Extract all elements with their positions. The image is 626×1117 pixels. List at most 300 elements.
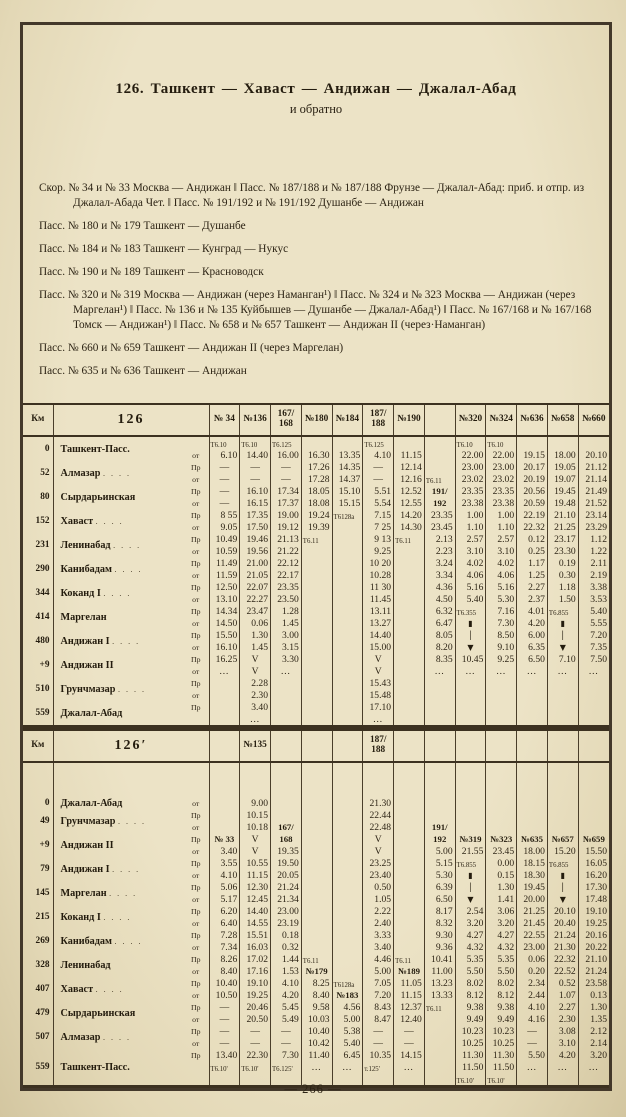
time-cell: 17.10 <box>363 701 394 713</box>
time-cell: 20.50 <box>240 1013 271 1025</box>
time-cell: — <box>363 473 394 485</box>
time-cell <box>424 1037 455 1049</box>
time-cell: — <box>271 1037 302 1049</box>
train-column-header: №636 <box>517 404 548 436</box>
time-cell: 19.12 <box>271 521 302 533</box>
time-cell: 192 <box>424 497 455 509</box>
station-name: Джалал-Абад <box>60 797 123 809</box>
time-cell: 167/ <box>271 821 302 833</box>
time-cell: 20.17 <box>517 461 548 473</box>
time-cell: 18.05 <box>301 485 332 497</box>
time-cell: 20.59 <box>517 497 548 509</box>
time-cell: 1.07 <box>547 989 578 1001</box>
time-cell: 5.35 <box>455 953 486 965</box>
time-cell <box>301 929 332 941</box>
dot-leader: . . . . <box>103 588 132 598</box>
time-cell: 191/ <box>424 821 455 833</box>
route-note-paragraph: Скор. № 34 и № 33 Москва — Андижан ‖ Пасс. № 187/188 и № 187/188 Фрунзе — Джалал-Абад: приб. и отпр. из Джалал-Абада Чет. ‖ Пасс. № 191/192 и № 191/192 Душанбе — Андижан <box>39 182 585 210</box>
time-cell: 13.23 <box>424 977 455 989</box>
time-cell: ▮ <box>547 617 578 629</box>
time-cell: Т6.355 <box>455 605 486 617</box>
time-cell: 192 <box>424 833 455 845</box>
time-cell <box>455 677 486 689</box>
time-cell: 8.35 <box>424 653 455 665</box>
km-cell: +9 <box>23 833 53 857</box>
time-cell: 3.10 <box>547 1037 578 1049</box>
time-cell: 3.00 <box>271 629 302 641</box>
station-row <box>23 605 609 617</box>
time-cell: 14.40 <box>240 449 271 461</box>
time-cell <box>394 845 425 857</box>
time-cell: 10.15 <box>240 809 271 821</box>
time-cell: 10.23 <box>455 1025 486 1037</box>
time-cell: 21.30 <box>547 941 578 953</box>
time-cell <box>547 436 578 449</box>
arrival-departure-label: Пр <box>190 810 201 820</box>
time-cell: Т6.11 <box>301 953 332 965</box>
time-cell <box>394 593 425 605</box>
time-cell: 21.52 <box>578 497 609 509</box>
time-cell: 11 30 <box>363 581 394 593</box>
time-cell: 10.49 <box>209 533 240 545</box>
time-cell: 7.50 <box>578 653 609 665</box>
time-cell <box>332 929 363 941</box>
time-cell: 21.00 <box>240 557 271 569</box>
time-cell <box>394 797 425 809</box>
time-cell <box>394 941 425 953</box>
time-cell: 9.05 <box>209 521 240 533</box>
time-cell: 22.32 <box>517 521 548 533</box>
time-cell <box>332 917 363 929</box>
arrival-departure-label: Пр <box>190 678 201 688</box>
time-cell <box>332 821 363 833</box>
km-cell: 290 <box>23 557 53 581</box>
time-cell <box>301 581 332 593</box>
time-cell <box>301 762 332 797</box>
time-cell <box>517 809 548 821</box>
dot-leader: . . . . <box>117 684 146 694</box>
time-cell: 6.10 <box>209 449 240 461</box>
time-cell <box>271 762 302 797</box>
time-cell <box>517 689 548 701</box>
time-cell: — <box>363 1025 394 1037</box>
arrival-departure-label: от <box>192 942 200 952</box>
time-cell: 20.10 <box>547 905 578 917</box>
time-cell: 21.13 <box>271 533 302 545</box>
time-cell: 16.00 <box>271 449 302 461</box>
arrival-departure-label: Пр <box>190 558 201 568</box>
time-cell: Т6.10 <box>209 436 240 449</box>
train-column-header: №190 <box>394 404 425 436</box>
km-cell: 79 <box>23 857 53 881</box>
time-cell: 2.54 <box>455 905 486 917</box>
time-cell: │ <box>547 881 578 893</box>
time-cell <box>517 713 548 727</box>
dot-leader: . . . . <box>102 1032 131 1042</box>
time-cell: №183 <box>332 989 363 1001</box>
time-cell: 21.49 <box>578 485 609 497</box>
time-cell: 1.12 <box>578 533 609 545</box>
time-cell: 15.51 <box>240 929 271 941</box>
time-cell: 21.05 <box>240 569 271 581</box>
time-cell: 12.45 <box>240 893 271 905</box>
time-cell: 22.00 <box>486 449 517 461</box>
dot-leader: . . . . <box>113 540 142 550</box>
time-cell: Т6.10' <box>486 1073 517 1087</box>
time-cell <box>332 557 363 569</box>
time-cell: 19.15 <box>517 449 548 461</box>
time-cell: 14.35 <box>332 461 363 473</box>
time-cell: 1.30 <box>240 629 271 641</box>
time-cell <box>455 689 486 701</box>
time-cell: 21.10 <box>578 953 609 965</box>
time-cell: 15.43 <box>363 677 394 689</box>
km-cell: +9 <box>23 653 53 677</box>
time-cell: 16.15 <box>240 497 271 509</box>
time-cell <box>332 833 363 845</box>
time-cell: 19.05 <box>547 461 578 473</box>
time-cell: 11.50 <box>455 1061 486 1073</box>
time-cell <box>301 845 332 857</box>
time-cell: 2.12 <box>578 1025 609 1037</box>
time-cell: 10.25 <box>486 1037 517 1049</box>
page-title <box>33 81 599 98</box>
station-name: Андижан I . . . . <box>60 635 141 647</box>
time-cell: 19.07 <box>547 473 578 485</box>
station-row <box>23 977 609 989</box>
time-cell: 11.15 <box>394 989 425 1001</box>
time-cell: ▮ <box>455 869 486 881</box>
time-cell: 6.45 <box>332 1049 363 1061</box>
time-cell: 21.25 <box>547 521 578 533</box>
time-cell <box>301 629 332 641</box>
time-cell: 22.44 <box>363 809 394 821</box>
time-cell <box>332 893 363 905</box>
time-cell: 2.37 <box>517 593 548 605</box>
time-cell: 8.20 <box>424 641 455 653</box>
train-column-header: №660 <box>578 404 609 436</box>
time-cell: 1.22 <box>578 545 609 557</box>
time-cell <box>547 809 578 821</box>
time-cell: 17.26 <box>301 461 332 473</box>
time-cell: 12.14 <box>394 461 425 473</box>
time-cell: 10 20 <box>363 557 394 569</box>
km-cell: 510 <box>23 677 53 701</box>
time-cell: 3.08 <box>547 1025 578 1037</box>
time-cell: — <box>271 1025 302 1037</box>
arrival-departure-label: от <box>192 894 200 904</box>
arrival-departure-label: Пр <box>190 906 201 916</box>
time-cell <box>578 677 609 689</box>
time-cell: 15.10 <box>332 485 363 497</box>
time-cell: 23.02 <box>455 473 486 485</box>
time-cell: 21.45 <box>517 917 548 929</box>
time-cell: — <box>209 497 240 509</box>
arrival-departure-label: Пр <box>190 1026 201 1036</box>
time-cell: Т6.125 <box>363 436 394 449</box>
time-cell: 0.13 <box>578 989 609 1001</box>
time-cell <box>424 436 455 449</box>
time-cell: 1.10 <box>455 521 486 533</box>
time-cell <box>271 809 302 821</box>
time-cell <box>455 713 486 727</box>
route-name: Ташкент — Хаваст — Андижан — Джалал-Абад <box>150 81 517 97</box>
time-cell: 14.50 <box>209 617 240 629</box>
time-cell: 10.23 <box>486 1025 517 1037</box>
time-cell: 2.34 <box>517 977 548 989</box>
arrival-departure-label: Пр <box>190 654 201 664</box>
time-cell: 4.10 <box>363 449 394 461</box>
time-cell <box>332 881 363 893</box>
time-cell <box>547 713 578 727</box>
time-cell <box>486 689 517 701</box>
dot-leader: . . . . <box>95 984 124 994</box>
time-cell <box>332 762 363 797</box>
time-cell <box>301 917 332 929</box>
time-cell: 1.05 <box>363 893 394 905</box>
time-cell: 12.52 <box>394 485 425 497</box>
time-cell <box>271 713 302 727</box>
time-cell <box>486 821 517 833</box>
station-name: Канибадам . . . . <box>60 563 143 575</box>
dot-leader: . . . . <box>112 864 141 874</box>
arrival-departure-label: Пр <box>190 930 201 940</box>
timetable-forward <box>23 403 609 728</box>
time-cell: Т6.11 <box>394 533 425 545</box>
station-name: Коканд I . . . . <box>60 911 132 923</box>
time-cell: 23.45 <box>486 845 517 857</box>
route-note-paragraph: Пасс. № 180 и № 179 Ташкент — Душанбе <box>39 220 246 233</box>
time-cell: 22.32 <box>547 953 578 965</box>
time-cell: 10.28 <box>363 569 394 581</box>
time-cell <box>424 797 455 809</box>
km-cell: 145 <box>23 881 53 905</box>
time-cell: 4.27 <box>455 929 486 941</box>
time-cell: │ <box>455 881 486 893</box>
time-cell: 7.15 <box>363 509 394 521</box>
time-cell <box>301 689 332 701</box>
time-cell: 8.12 <box>486 989 517 1001</box>
time-cell: 23.35 <box>424 509 455 521</box>
time-cell <box>332 677 363 689</box>
arrival-departure-label: от <box>192 474 200 484</box>
time-cell: 11.59 <box>209 569 240 581</box>
km-cell: 52 <box>23 461 53 485</box>
arrival-departure-label: Пр <box>190 858 201 868</box>
time-cell: 18.08 <box>301 497 332 509</box>
station-name: Ташкент-Пасс. <box>60 1061 130 1073</box>
time-cell: 9 13 <box>363 533 394 545</box>
time-cell <box>301 593 332 605</box>
header-row <box>23 404 609 436</box>
time-cell: 6.35 <box>517 641 548 653</box>
time-cell <box>209 762 240 797</box>
time-cell <box>394 617 425 629</box>
station-name: Сырдарьинская <box>60 491 136 503</box>
time-cell: 1.45 <box>271 617 302 629</box>
arrival-departure-label: Пр <box>190 1050 201 1060</box>
time-cell: 12.50 <box>209 581 240 593</box>
arrival-departure-label: Пр <box>190 882 201 892</box>
arrival-departure-label: Пр <box>190 606 201 616</box>
time-cell <box>394 713 425 727</box>
time-cell: 5.40 <box>332 1037 363 1049</box>
train-column-header <box>271 730 302 763</box>
time-cell <box>394 569 425 581</box>
km-cell: 480 <box>23 629 53 653</box>
time-cell <box>394 893 425 905</box>
arrival-departure-label: от <box>192 822 200 832</box>
time-cell: 5.51 <box>363 485 394 497</box>
time-cell: 16.30 <box>301 449 332 461</box>
time-cell: 15.50 <box>209 629 240 641</box>
time-cell: 4.06 <box>486 569 517 581</box>
time-cell: 11.40 <box>301 1049 332 1061</box>
time-cell <box>301 833 332 845</box>
km-column-header: Км <box>23 404 53 436</box>
page-border-frame <box>20 22 612 1091</box>
time-cell: 3.20 <box>455 917 486 929</box>
time-cell: 23.19 <box>271 917 302 929</box>
train-column-header: 187/ 188 <box>363 404 394 436</box>
time-cell: 16.03 <box>240 941 271 953</box>
time-cell: 5.50 <box>455 965 486 977</box>
time-cell: 23.17 <box>547 533 578 545</box>
dot-leader: . . . . <box>103 912 132 922</box>
station-name: Алмазар . . . . <box>60 1031 131 1043</box>
time-cell: 13.33 <box>424 989 455 1001</box>
time-cell: 21.24 <box>578 965 609 977</box>
time-cell <box>332 629 363 641</box>
time-cell: 22.00 <box>455 449 486 461</box>
station-name: Хаваст . . . . <box>60 515 124 527</box>
time-cell <box>547 762 578 797</box>
time-cell: 21.14 <box>578 473 609 485</box>
time-cell: 13.10 <box>209 593 240 605</box>
time-cell <box>332 436 363 449</box>
time-cell: 14.20 <box>394 509 425 521</box>
time-cell: 9.38 <box>455 1001 486 1013</box>
time-cell: — <box>271 461 302 473</box>
time-cell <box>301 701 332 713</box>
time-cell <box>209 809 240 821</box>
time-cell: ▼ <box>547 893 578 905</box>
time-cell: 23.47 <box>240 605 271 617</box>
station-row <box>23 485 609 497</box>
timetable-return-mount <box>23 728 609 1088</box>
time-cell: 4.36 <box>424 581 455 593</box>
route-number-header: 126′ <box>53 730 209 763</box>
time-cell: 23.35 <box>455 485 486 497</box>
time-cell <box>301 857 332 869</box>
time-cell: 8.40 <box>209 965 240 977</box>
time-cell: 14.55 <box>240 917 271 929</box>
time-cell: 23.40 <box>363 869 394 881</box>
time-cell <box>424 1013 455 1025</box>
time-cell: 23.00 <box>486 461 517 473</box>
time-cell <box>271 677 302 689</box>
time-cell <box>424 809 455 821</box>
time-cell <box>332 845 363 857</box>
train-column-header <box>486 730 517 763</box>
time-cell: … <box>547 1061 578 1073</box>
station-name: Канибадам . . . . <box>60 935 143 947</box>
route-note-paragraph: Пасс. № 320 и № 319 Москва — Андижан (через Наманган¹) ‖ Пасс. № 324 и № 323 Москва — Андижан (через Маргелан¹) ‖ Пасс. № 136 и № 135 Куйбышев — Душанбе — Джалал-Абад¹) ‖ Пасс. № 167/168 и № 167/168 Томск — Андижан¹) ‖ Пасс. № 658 и № 657 Ташкент — Андижан II (через·Наманган) <box>39 289 592 332</box>
time-cell: 17.34 <box>271 485 302 497</box>
time-cell <box>517 762 548 797</box>
time-cell: 3.30 <box>271 653 302 665</box>
time-cell: 0.25 <box>517 545 548 557</box>
time-cell <box>578 701 609 713</box>
time-cell <box>394 605 425 617</box>
time-cell: Т6.855 <box>547 605 578 617</box>
time-cell: — <box>363 461 394 473</box>
time-cell <box>301 677 332 689</box>
time-cell: 6.50 <box>424 893 455 905</box>
time-cell <box>240 762 271 797</box>
time-cell: 11.15 <box>240 869 271 881</box>
time-cell: 7.34 <box>209 941 240 953</box>
time-cell: Т6.11 <box>301 533 332 545</box>
arrival-departure-label: от <box>192 594 200 604</box>
km-cell: 0 <box>23 436 53 461</box>
time-cell: 4.32 <box>486 941 517 953</box>
time-cell: │ <box>455 629 486 641</box>
time-cell <box>517 677 548 689</box>
route-notes <box>39 181 595 379</box>
time-cell: №659 <box>578 833 609 845</box>
time-cell <box>301 617 332 629</box>
km-column-header: Км <box>23 730 53 763</box>
station-row <box>23 857 609 869</box>
time-cell: 10.18 <box>240 821 271 833</box>
time-cell: 6.32 <box>424 605 455 617</box>
time-cell <box>486 677 517 689</box>
time-cell: 14.15 <box>394 1049 425 1061</box>
time-cell: 5.40 <box>455 593 486 605</box>
station-name: Маргелан . . . . <box>60 887 138 899</box>
time-cell: Т6.11 <box>394 953 425 965</box>
station-name: Джалал-Абад <box>60 707 123 719</box>
time-cell: №189 <box>394 965 425 977</box>
time-cell: 4.01 <box>517 605 548 617</box>
dot-leader: . . . . <box>95 516 124 526</box>
time-cell <box>424 449 455 461</box>
time-cell: 7.30 <box>271 1049 302 1061</box>
dot-leader: . . . . <box>117 816 146 826</box>
time-cell: … <box>486 665 517 677</box>
time-cell: 12.37 <box>394 1001 425 1013</box>
time-cell <box>332 713 363 727</box>
time-cell: 2.30 <box>547 1013 578 1025</box>
time-cell: ▼ <box>455 641 486 653</box>
time-cell: 10.55 <box>240 857 271 869</box>
station-name: Маргелан <box>60 611 107 623</box>
time-cell: 16.25 <box>209 653 240 665</box>
time-cell: … <box>240 713 271 727</box>
train-column-header <box>424 730 455 763</box>
time-cell <box>517 436 548 449</box>
time-cell: 23.02 <box>486 473 517 485</box>
arrival-departure-label: от <box>192 990 200 1000</box>
time-cell: 191/ <box>424 485 455 497</box>
time-cell <box>455 821 486 833</box>
time-cell: 2.30 <box>240 689 271 701</box>
time-cell: 11.49 <box>209 557 240 569</box>
time-cell: №319 <box>455 833 486 845</box>
time-cell: Т6.11 <box>424 473 455 485</box>
time-cell: 5.30 <box>486 593 517 605</box>
